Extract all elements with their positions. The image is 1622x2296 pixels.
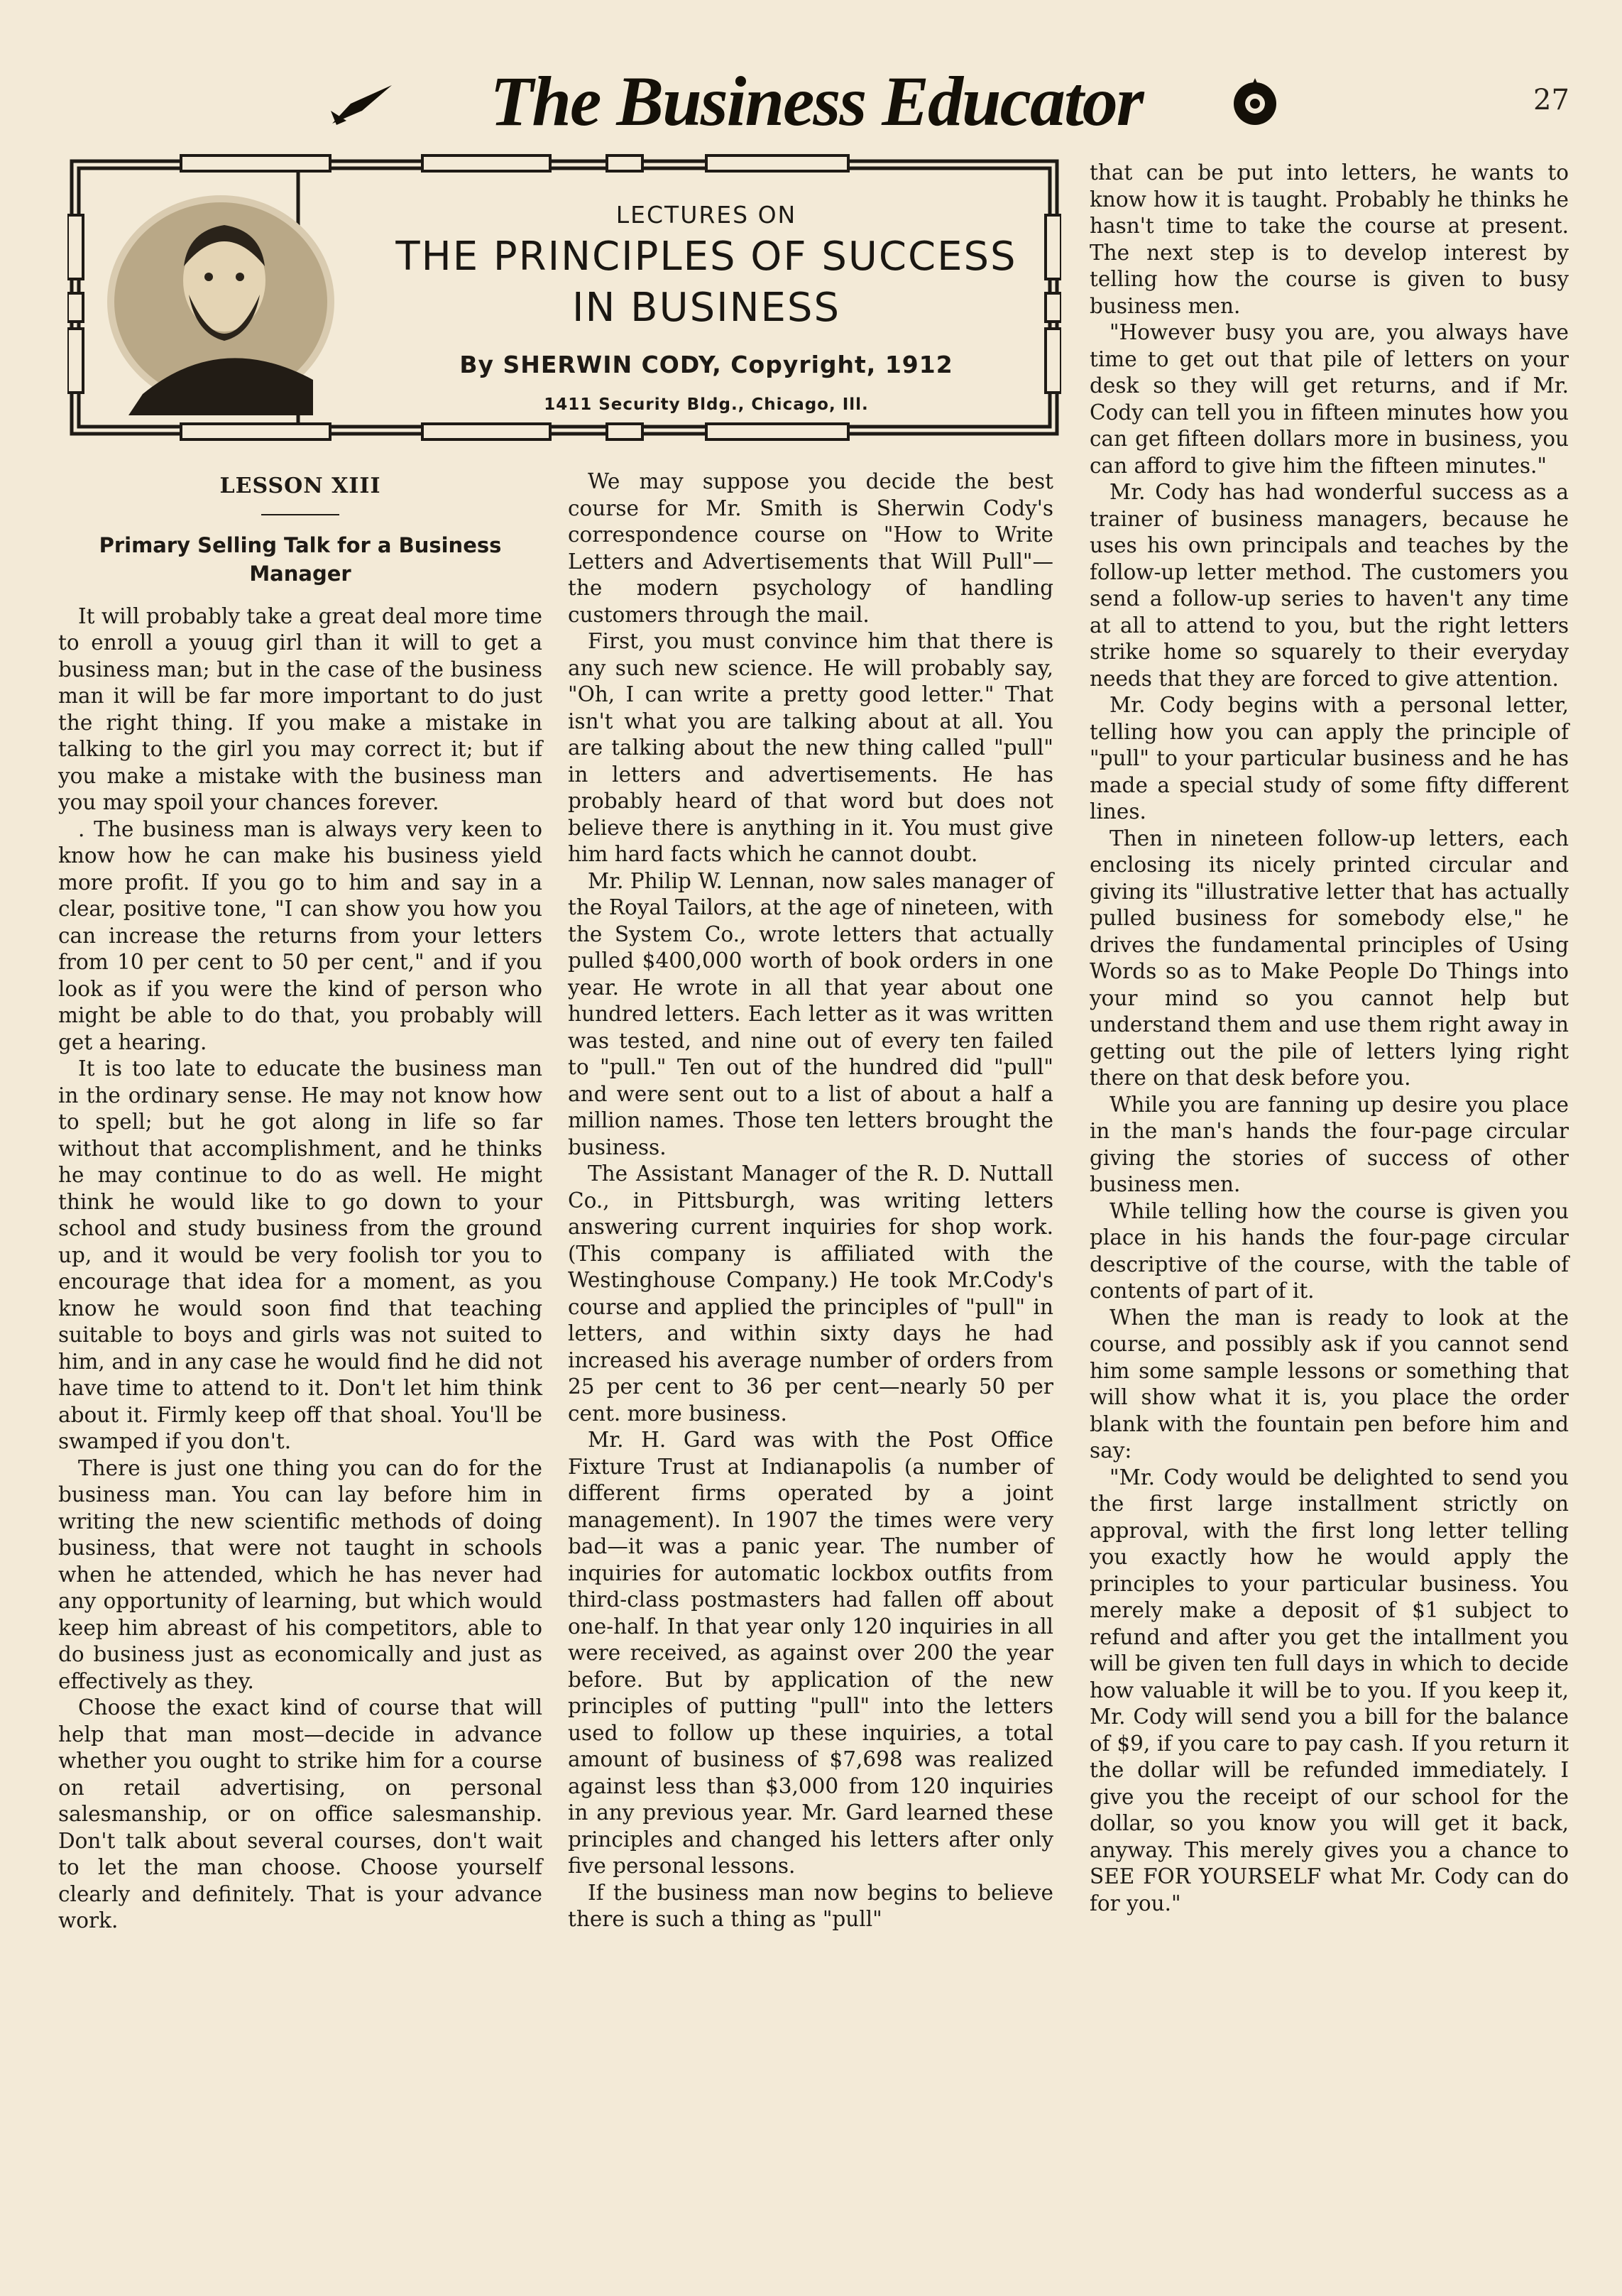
paragraph: Mr. Cody begins with a personal letter, telling how you can apply the principle of "pull" to your particular business and he has made a special study of some fifty different lines. <box>1090 693 1569 824</box>
paragraph: . The business man is always very keen to know how he can make his business yield more profit. If you go to him and say in a clear, positive tone, "I can show you how you can increase the returns from your letters from 10 per cent to 50 per cent," and if you look as if you were the kind of person who might be able to do that, you probably will get a hearing. <box>58 816 542 1054</box>
paragraph: Mr. Cody has had wonderful success as a trainer of business managers, because he uses his own principals and teaches by the follow-up letter method. The customers you send a follow-up series to haven't any time at all to attend to you, but the right letters strike home so squarely to their everyday needs that they are forced to give attention. <box>1090 480 1569 691</box>
section-heading: Primary Selling Talk for a Business Manager <box>99 532 502 586</box>
series-title-line-2: IN BUSINESS <box>571 285 841 331</box>
page-number: 27 <box>1533 84 1569 116</box>
paragraph: First, you must convince him that there is any such new science. He will probably say, "Oh, I can write a pretty good letter." That isn't what you are talking about at all. You are talking about the new thing called "pull" in letters and advertisements. He has probably heard of that word but does not believe there is anything in it. You must give him hard facts which he cannot doubt. <box>568 629 1053 866</box>
ornament-icon <box>1228 75 1282 129</box>
paragraph: We may suppose you decide the best course for Mr. Smith is Sherwin Cody's correspondence course on "How to Write Letters and Advertisements that Will Pull"—the modern psychology of handling customers through the mail. <box>568 469 1053 627</box>
masthead <box>319 62 1313 141</box>
address: 1411 Security Bldg., Chicago, Ill. <box>544 395 869 414</box>
lesson-heading: LESSON XIII <box>219 474 381 498</box>
byline: By SHERWIN CODY, Copyright, 1912 <box>459 351 953 378</box>
paragraph: Mr. H. Gard was with the Post Office Fixture Trust at Indianapolis (a number of different firms operated by a joint management). In 1907 the times were very bad—it was a panic year. The number of inquiries for automatic lockbox outfits from third-class postmasters had fallen off about one-half. In that year only 120 inquiries in all were received, as against over 200 the year before. But by application of the new principles of putting "pull" into the letters used to follow up these inquiries, a total amount of business of $7,698 was realized against less than $3,000 from 120 inquiries in any previous year. Mr. Gard learned these principles and changed his letters after only five personal lessons. <box>568 1428 1053 1878</box>
kicker: LECTURES ON <box>615 201 797 229</box>
series-title-line-1: THE PRINCIPLES OF SUCCESS <box>395 234 1017 280</box>
paragraph: While telling how the course is given you place in his hands the four-page circular descriptive of the course, with the table of contents of part of it. <box>1090 1198 1569 1303</box>
masthead-title: The Business Educator <box>490 62 1143 141</box>
paragraph: "Mr. Cody would be delighted to send you the first large installment strictly on approval, with the first long letter telling you exactly how he would apply the principles to your particular business. You merely make a deposit of $1 subject to refund and after you get the intallment you will be given ten full days in which to decide how valuable it will be to you. If you keep it, Mr. Cody will send you a bill for the balance of $9, if you care to pay cash. If you return it the dollar will be refunded immediately. I give you the receipt of our school for the dollar, so you know you will get it back, anyway. This merely gives you a chance to SEE FOR YOURSELF what Mr. Cody can do for you." <box>1090 1465 1569 1915</box>
heading-rule <box>261 514 339 515</box>
paragraph-continued: that can be put into letters, he wants to know how it is taught. Probably he thinks he hasn't time to take the course at present. The next step is to develop interest by telling how the course is given to busy business men. <box>1090 160 1569 318</box>
paragraph: Then in nineteen follow-up letters, each enclosing its nicely printed circular and giving its "illustrative letter that has actually pulled business for somebody else," he drives the fundamental principles of Using Words so as to Make People Do Things into your mind so you cannot help but understand them and use them right away in getting out the pile of letters lying right there on that desk before you. <box>1090 826 1569 1090</box>
column-3 <box>1090 160 1569 1917</box>
paragraph: Choose the exact kind of course that will help that man most—decide in advance whether you ought to strike him for a course on retail advertising, on personal salesmanship, or on office salesmanship. Don't talk about several courses, don't wait to let the man choose. Choose yourself clearly and definitely. That is your advance work. <box>58 1695 542 1933</box>
column-1 <box>58 469 542 1935</box>
paragraph: "However busy you are, you always have time to get out that pile of letters on your desk so they will get returns, and if Mr. Cody can tell you in fifteen minutes how you can get fifteen dollars more in business, you can afford to give him the fifteen minutes." <box>1090 320 1569 478</box>
paragraph: When the man is ready to look at the course, and possibly ask if you cannot send him some sample lessons or something that will show what it is, you place the order blank with the fountain pen before him and say: <box>1090 1305 1569 1463</box>
paragraph: It is too late to educate the business man in the ordinary sense. He may not know how to spell; but he got along in life so far without that accomplishment, and he thinks he may continue to do as well. He might think he would like to go down to your school and study business from the ground up, and it would be very foolish tor you to encourage that idea for a moment, as you know he would soon find that teaching suitable to boys and girls was not suited to him, and in any case he would find he did not have time to attend to it. Don't let him think about it. Firmly keep off that shoal. You'll be swamped if you don't. <box>58 1056 542 1453</box>
paragraph: Mr. Philip W. Lennan, now sales manager of the Royal Tailors, at the age of nineteen, with the System Co., wrote letters that actually pulled $400,000 worth of book orders in one year. He wrote in all that year about one hundred letters. Each letter as it was written was tested, and nine out of every ten failed to "pull." Ten out of the hundred did "pull" and were sent out to a list of about a half a million names. Those ten letters brought the business. <box>568 868 1053 1159</box>
paragraph: The Assistant Manager of the R. D. Nuttall Co., in Pittsburgh, was writing letters answering current inquiries for shop work. (This company is affiliated with the Westinghouse Company.) He took Mr.Cody's course and applied the principles of "pull" in letters, and within sixty days he had increased his average number of orders from 25 per cent to 36 per cent—nearly 50 per cent. more business. <box>568 1161 1053 1426</box>
paragraph: While you are fanning up desire you place in the man's hands the four-page circular giving the stories of success of other business men. <box>1090 1092 1569 1196</box>
author-portrait <box>100 188 341 415</box>
column-2 <box>568 469 1053 1933</box>
paragraph: If the business man now begins to believe there is such a thing as "pull" <box>568 1880 1053 1931</box>
paragraph: It will probably take a great deal more time to enroll a youug girl than it will to get a business man; but in the case of the business man it will be far more important to do just the right thing. If you make a mistake in talking to the girl you may correct it; but if you make a mistake with the business man you may spoil your chances forever. <box>58 603 542 814</box>
paragraph: There is just one thing you can do for the business man. You can lay before him in writing the new scientific methods of doing business, that were not taught in schools when he attended, which he has never had any opportunity of learning, but which would keep him abreast of his competitors, able to do business just as economically and just as effectively as they. <box>58 1455 542 1693</box>
lecture-header-box <box>67 151 1061 444</box>
lecture-title-block <box>366 185 1047 420</box>
